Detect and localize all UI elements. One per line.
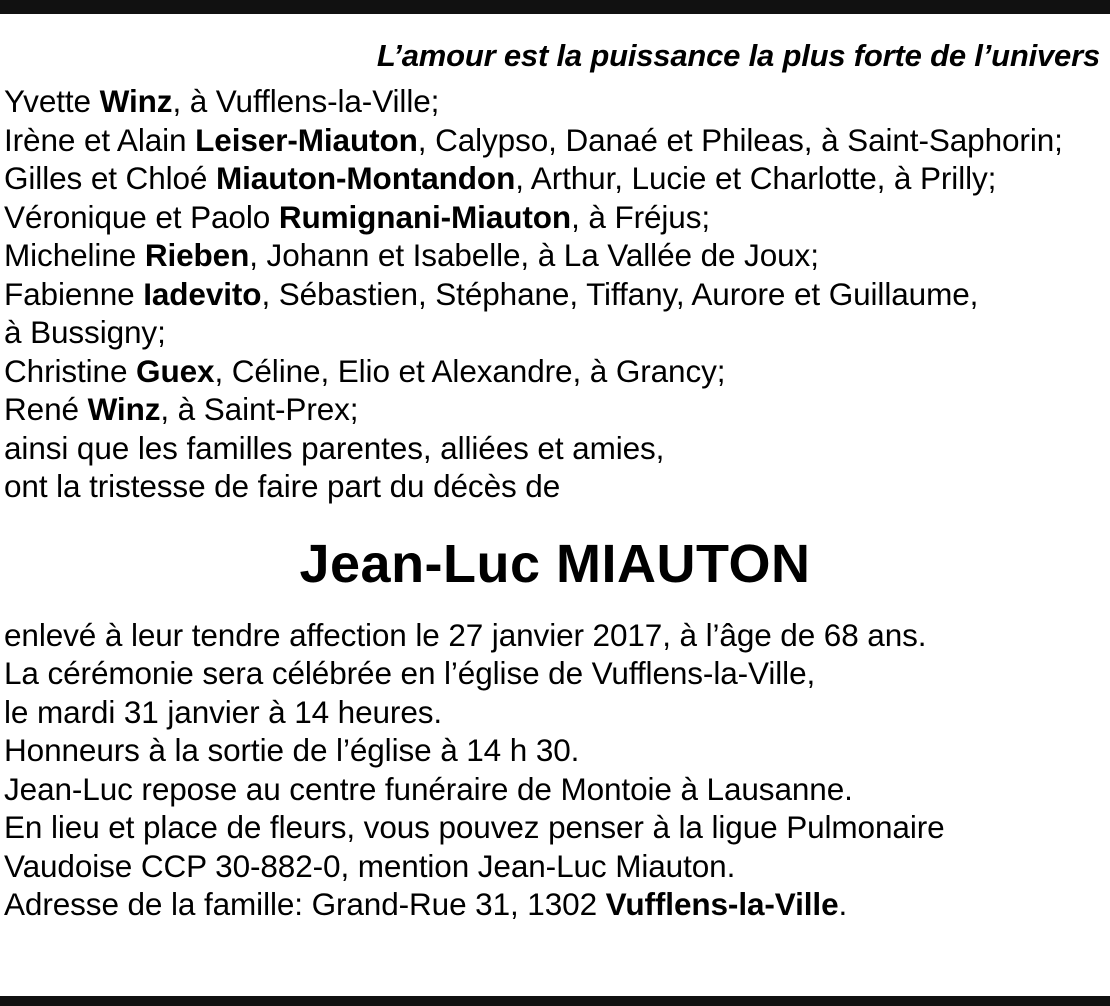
line-emphasis: Winz xyxy=(87,391,161,427)
line-text: , Calypso, Danaé et Phileas, à Saint-Saphorin; xyxy=(417,121,1063,158)
line-text: , à Vufflens-la-Ville; xyxy=(172,83,440,119)
line-text: , à Fréjus; xyxy=(571,198,711,235)
notice-line xyxy=(4,236,1106,275)
line-text: , Céline, Elio et Alexandre, à Grancy; xyxy=(214,352,726,389)
notice-line xyxy=(4,616,1106,655)
notice-line xyxy=(4,390,1106,429)
line-text: à Bussigny; xyxy=(4,314,166,350)
notice-line xyxy=(4,808,1106,847)
details-list xyxy=(4,616,1106,924)
line-text: Honneurs à la sortie de l’église à 14 h 30. xyxy=(4,732,580,768)
epigraph: L’amour est la puissance la plus forte de l’univers xyxy=(376,38,1100,73)
line-text: Gilles et Chloé xyxy=(4,160,216,196)
line-text: . xyxy=(838,886,848,922)
notice-line xyxy=(4,693,1106,732)
line-text: le mardi 31 janvier à 14 heures. xyxy=(4,693,443,730)
line-text: ont la tristesse de faire part du décès de xyxy=(4,468,561,504)
deceased-name: Jean-Luc MIAUTON xyxy=(299,533,811,594)
line-text: Adresse de la famille: Grand-Rue 31, 1302 xyxy=(4,886,606,922)
top-rule xyxy=(0,0,1110,14)
line-text: La cérémonie sera célébrée en l’église de Vufflens-la-Ville, xyxy=(4,655,816,691)
line-emphasis: Rieben xyxy=(144,237,250,273)
line-emphasis: Rumignani-Miauton xyxy=(278,198,572,235)
line-emphasis: Guex xyxy=(136,352,215,389)
line-text: Yvette xyxy=(4,83,100,119)
notice-line xyxy=(4,313,1106,352)
notice-line xyxy=(4,770,1106,809)
line-text: Fabienne xyxy=(4,275,144,312)
line-text: , Sébastien, Stéphane, Tiffany, Aurore et Guillaume, xyxy=(261,275,979,312)
line-emphasis: Iadevito xyxy=(143,275,262,312)
survivors-list xyxy=(4,82,1106,506)
line-text: , Johann et Isabelle, à La Vallée de Joux; xyxy=(249,237,819,273)
line-text: Jean-Luc repose au centre funéraire de Montoie à Lausanne. xyxy=(4,770,853,807)
line-text: René xyxy=(4,391,88,427)
line-emphasis: Vufflens-la-Ville xyxy=(605,886,839,922)
notice-line xyxy=(4,731,1106,770)
notice-line xyxy=(4,275,1106,314)
line-text: Vaudoise CCP 30-882-0, mention Jean-Luc Miauton. xyxy=(4,847,736,884)
notice-line xyxy=(4,82,1106,121)
notice-line xyxy=(4,352,1106,391)
line-text: Irène et Alain xyxy=(4,121,196,158)
line-text: enlevé à leur tendre affection le 27 janvier 2017, à l’âge de 68 ans. xyxy=(4,616,927,653)
line-text: , Arthur, Lucie et Charlotte, à Prilly; xyxy=(515,160,997,196)
notice-line xyxy=(4,885,1106,924)
line-text: Christine xyxy=(4,352,137,389)
notice-line xyxy=(4,198,1106,237)
line-text: En lieu et place de fleurs, vous pouvez penser à la ligue Pulmonaire xyxy=(4,809,945,845)
notice-line xyxy=(4,467,1106,506)
line-text: Micheline xyxy=(4,237,145,273)
line-text: , à Saint-Prex; xyxy=(160,391,359,427)
line-text: ainsi que les familles parentes, alliées et amies, xyxy=(4,429,665,466)
bottom-rule xyxy=(0,996,1110,1006)
notice-line xyxy=(4,847,1106,886)
line-text: Véronique et Paolo xyxy=(4,198,279,235)
line-emphasis: Miauton-Montandon xyxy=(216,160,516,196)
notice-line xyxy=(4,429,1106,468)
notice-line xyxy=(4,121,1106,160)
notice-line xyxy=(4,654,1106,693)
line-emphasis: Leiser-Miauton xyxy=(195,121,418,158)
notice-body xyxy=(0,14,1110,924)
notice-line xyxy=(4,159,1106,198)
line-emphasis: Winz xyxy=(99,83,173,119)
